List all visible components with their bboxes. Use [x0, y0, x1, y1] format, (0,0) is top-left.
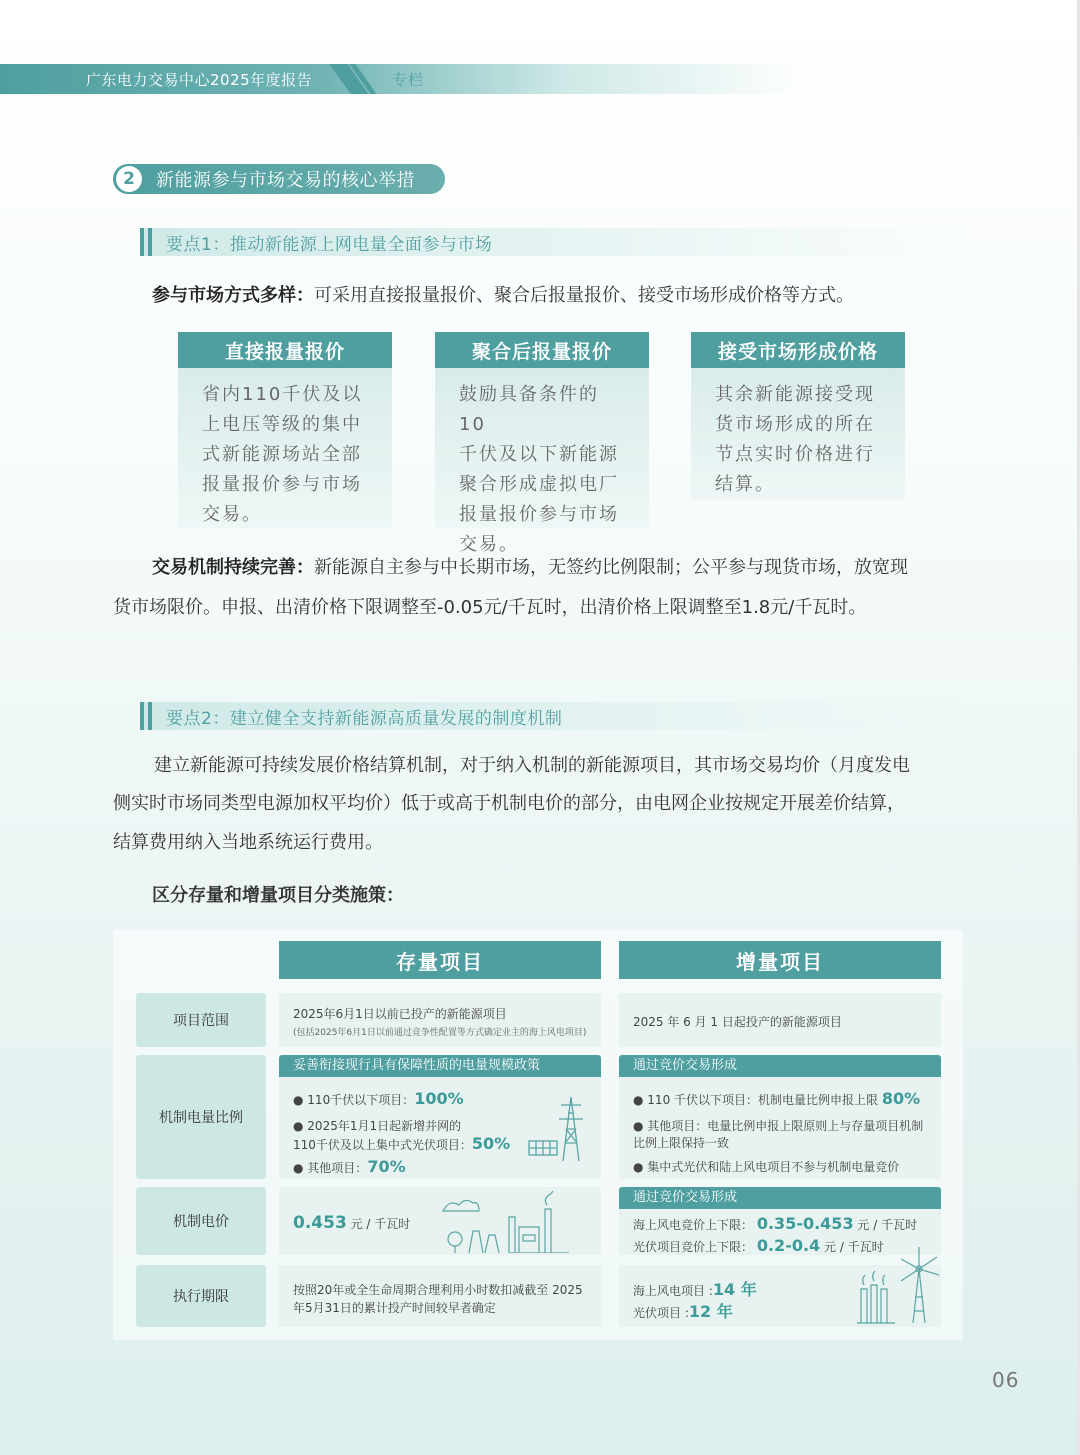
- card-line: 鼓励具备条件的10: [459, 384, 599, 435]
- power-plant-icon: [439, 1191, 579, 1253]
- col-header-existing: 存量项目: [279, 941, 601, 979]
- mechanism-text: 新能源自主参与中长期市场，无签约比例限制；公平参与现货市场，放宽现: [314, 557, 908, 578]
- method-card-title: 聚合后报量报价: [435, 332, 649, 368]
- scope-text: 2025 年 6 月 1 日起投产的新能源项目: [633, 1015, 842, 1029]
- card-line: 上电压等级的集中: [202, 414, 362, 435]
- methods-paragraph: [152, 276, 854, 315]
- section-heading: [113, 164, 445, 194]
- cell-existing-price: [279, 1187, 601, 1255]
- cell-new-ratio: [619, 1055, 941, 1179]
- point2-line3: 结算费用纳入当地系统运行费用。: [113, 832, 383, 853]
- section-title: 新能源参与市场交易的核心举措: [156, 170, 415, 191]
- mechanism-line1: [152, 548, 908, 587]
- card-line: 结算。: [715, 474, 775, 495]
- mechanism-line2: 货市场限价。申报、出清价格下限调整至-0.05元/千瓦时，出清价格上限调整至1.8元/千瓦时。: [113, 597, 867, 618]
- method-card-body: [178, 368, 392, 528]
- card-line: 其余新能源接受现: [715, 384, 875, 405]
- card-line: 报量报价参与市场: [459, 504, 619, 525]
- ratio-subheading: 妥善衔接现行具有保障性质的电量规模政策: [279, 1055, 601, 1077]
- card-line: 货市场形成的所在: [715, 414, 875, 435]
- method-card-body: [435, 368, 649, 555]
- methods-text: 可采用直接报量报价、聚合后报量报价、接受市场形成价格等方式。: [314, 285, 854, 306]
- cell-existing-scope: [279, 993, 601, 1047]
- ratio-item: ● 110千伏以下项目：100%: [293, 1089, 464, 1108]
- cell-existing-period: [279, 1265, 601, 1327]
- card-line: 交易。: [459, 534, 519, 555]
- period-item: 光伏项目 :12 年: [633, 1302, 733, 1321]
- price-item: 0.453 元 / 千瓦时: [293, 1213, 411, 1233]
- report-title: 广东电力交易中心2025年度报告: [86, 71, 313, 89]
- method-card-title: 接受市场形成价格: [691, 332, 905, 368]
- cell-new-period: [619, 1265, 941, 1327]
- point2-line1: 建立新能源可持续发展价格结算机制，对于纳入机制的新能源项目，其市场交易均价（月度发电: [154, 755, 910, 776]
- ratio-item: ● 110 千伏以下项目：机制电量比例申报上限 80%: [633, 1089, 921, 1108]
- card-line: 省内110千伏及以: [202, 384, 363, 405]
- row-label-scope: 项目范围: [136, 993, 266, 1047]
- method-card-aggregated: [435, 332, 649, 555]
- card-line: 千伏及以下新能源: [459, 444, 619, 465]
- point1-title: 要点1：推动新能源上网电量全面参与市场: [166, 234, 493, 255]
- ratio-item: ● 集中式光伏和陆上风电项目不参与机制电量竞价: [633, 1160, 900, 1174]
- point2-heading: [140, 702, 970, 730]
- cell-existing-ratio: [279, 1055, 601, 1179]
- ratio-item: ● 其他项目：70%: [293, 1157, 406, 1176]
- ratio-subheading: 通过竞价交易形成: [619, 1055, 941, 1077]
- row-label-ratio: 机制电量比例: [136, 1055, 266, 1179]
- period-item: 海上风电项目 :14 年: [633, 1280, 757, 1299]
- section-number: 2: [116, 166, 142, 192]
- price-item: 光伏项目竞价上下限： 0.2-0.4 元 / 千瓦时: [633, 1236, 884, 1255]
- card-line: 聚合形成虚拟电厂: [459, 474, 619, 495]
- period-text: 按照20年或全生命周期合理利用小时数扣减截至 2025: [293, 1283, 583, 1297]
- col-header-new: 增量项目: [619, 941, 941, 979]
- solar-tower-icon: [525, 1093, 591, 1165]
- price-subheading: 通过竞价交易形成: [619, 1187, 941, 1209]
- wind-turbine-icon: [855, 1245, 939, 1325]
- mechanism-lead: 交易机制持续完善：: [152, 557, 314, 578]
- point2-title: 要点2：建立健全支持新能源高质量发展的制度机制: [166, 708, 563, 729]
- ratio-item: ● 2025年1月1日起新增并网的: [293, 1119, 462, 1133]
- scope-text: 2025年6月1日以前已投产的新能源项目: [293, 1007, 507, 1021]
- method-card-direct: [178, 332, 392, 528]
- method-card-market-price: [691, 332, 905, 528]
- row-label-price: 机制电价: [136, 1187, 266, 1255]
- header-banner: [0, 64, 800, 94]
- card-line: 交易。: [202, 504, 262, 525]
- card-line: 报量报价参与市场: [202, 474, 362, 495]
- methods-lead: 参与市场方式多样：: [152, 285, 314, 306]
- classify-title: 区分存量和增量项目分类施策：: [152, 885, 404, 906]
- ratio-item-cont: 比例上限保持一致: [633, 1136, 730, 1150]
- method-card-body: [691, 368, 905, 500]
- page-number: 06: [992, 1368, 1020, 1392]
- card-line: 式新能源场站全部: [202, 444, 362, 465]
- period-text: 年5月31日的累计投产时间较早者确定: [293, 1301, 496, 1315]
- row-label-period: 执行期限: [136, 1265, 266, 1327]
- card-line: 节点实时价格进行: [715, 444, 875, 465]
- method-card-title: 直接报量报价: [178, 332, 392, 368]
- price-item: 海上风电竞价上下限： 0.35-0.453 元 / 千瓦时: [633, 1214, 918, 1233]
- cell-new-scope: [619, 993, 941, 1047]
- ratio-item: ● 其他项目：电量比例申报上限原则上与存量项目机制: [633, 1119, 924, 1133]
- scope-note: (包括2025年6月1日以前通过竞争性配置等方式确定业主的海上风电项目): [293, 1028, 587, 1038]
- point2-line2: 侧实时市场同类型电源加权平均价）低于或高于机制电价的部分，由电网企业按规定开展差价结算，: [113, 793, 905, 814]
- column-label: 专栏: [392, 71, 425, 89]
- ratio-item-cont: 110千伏及以上集中式光伏项目：50%: [293, 1134, 511, 1153]
- point1-heading: [140, 228, 970, 256]
